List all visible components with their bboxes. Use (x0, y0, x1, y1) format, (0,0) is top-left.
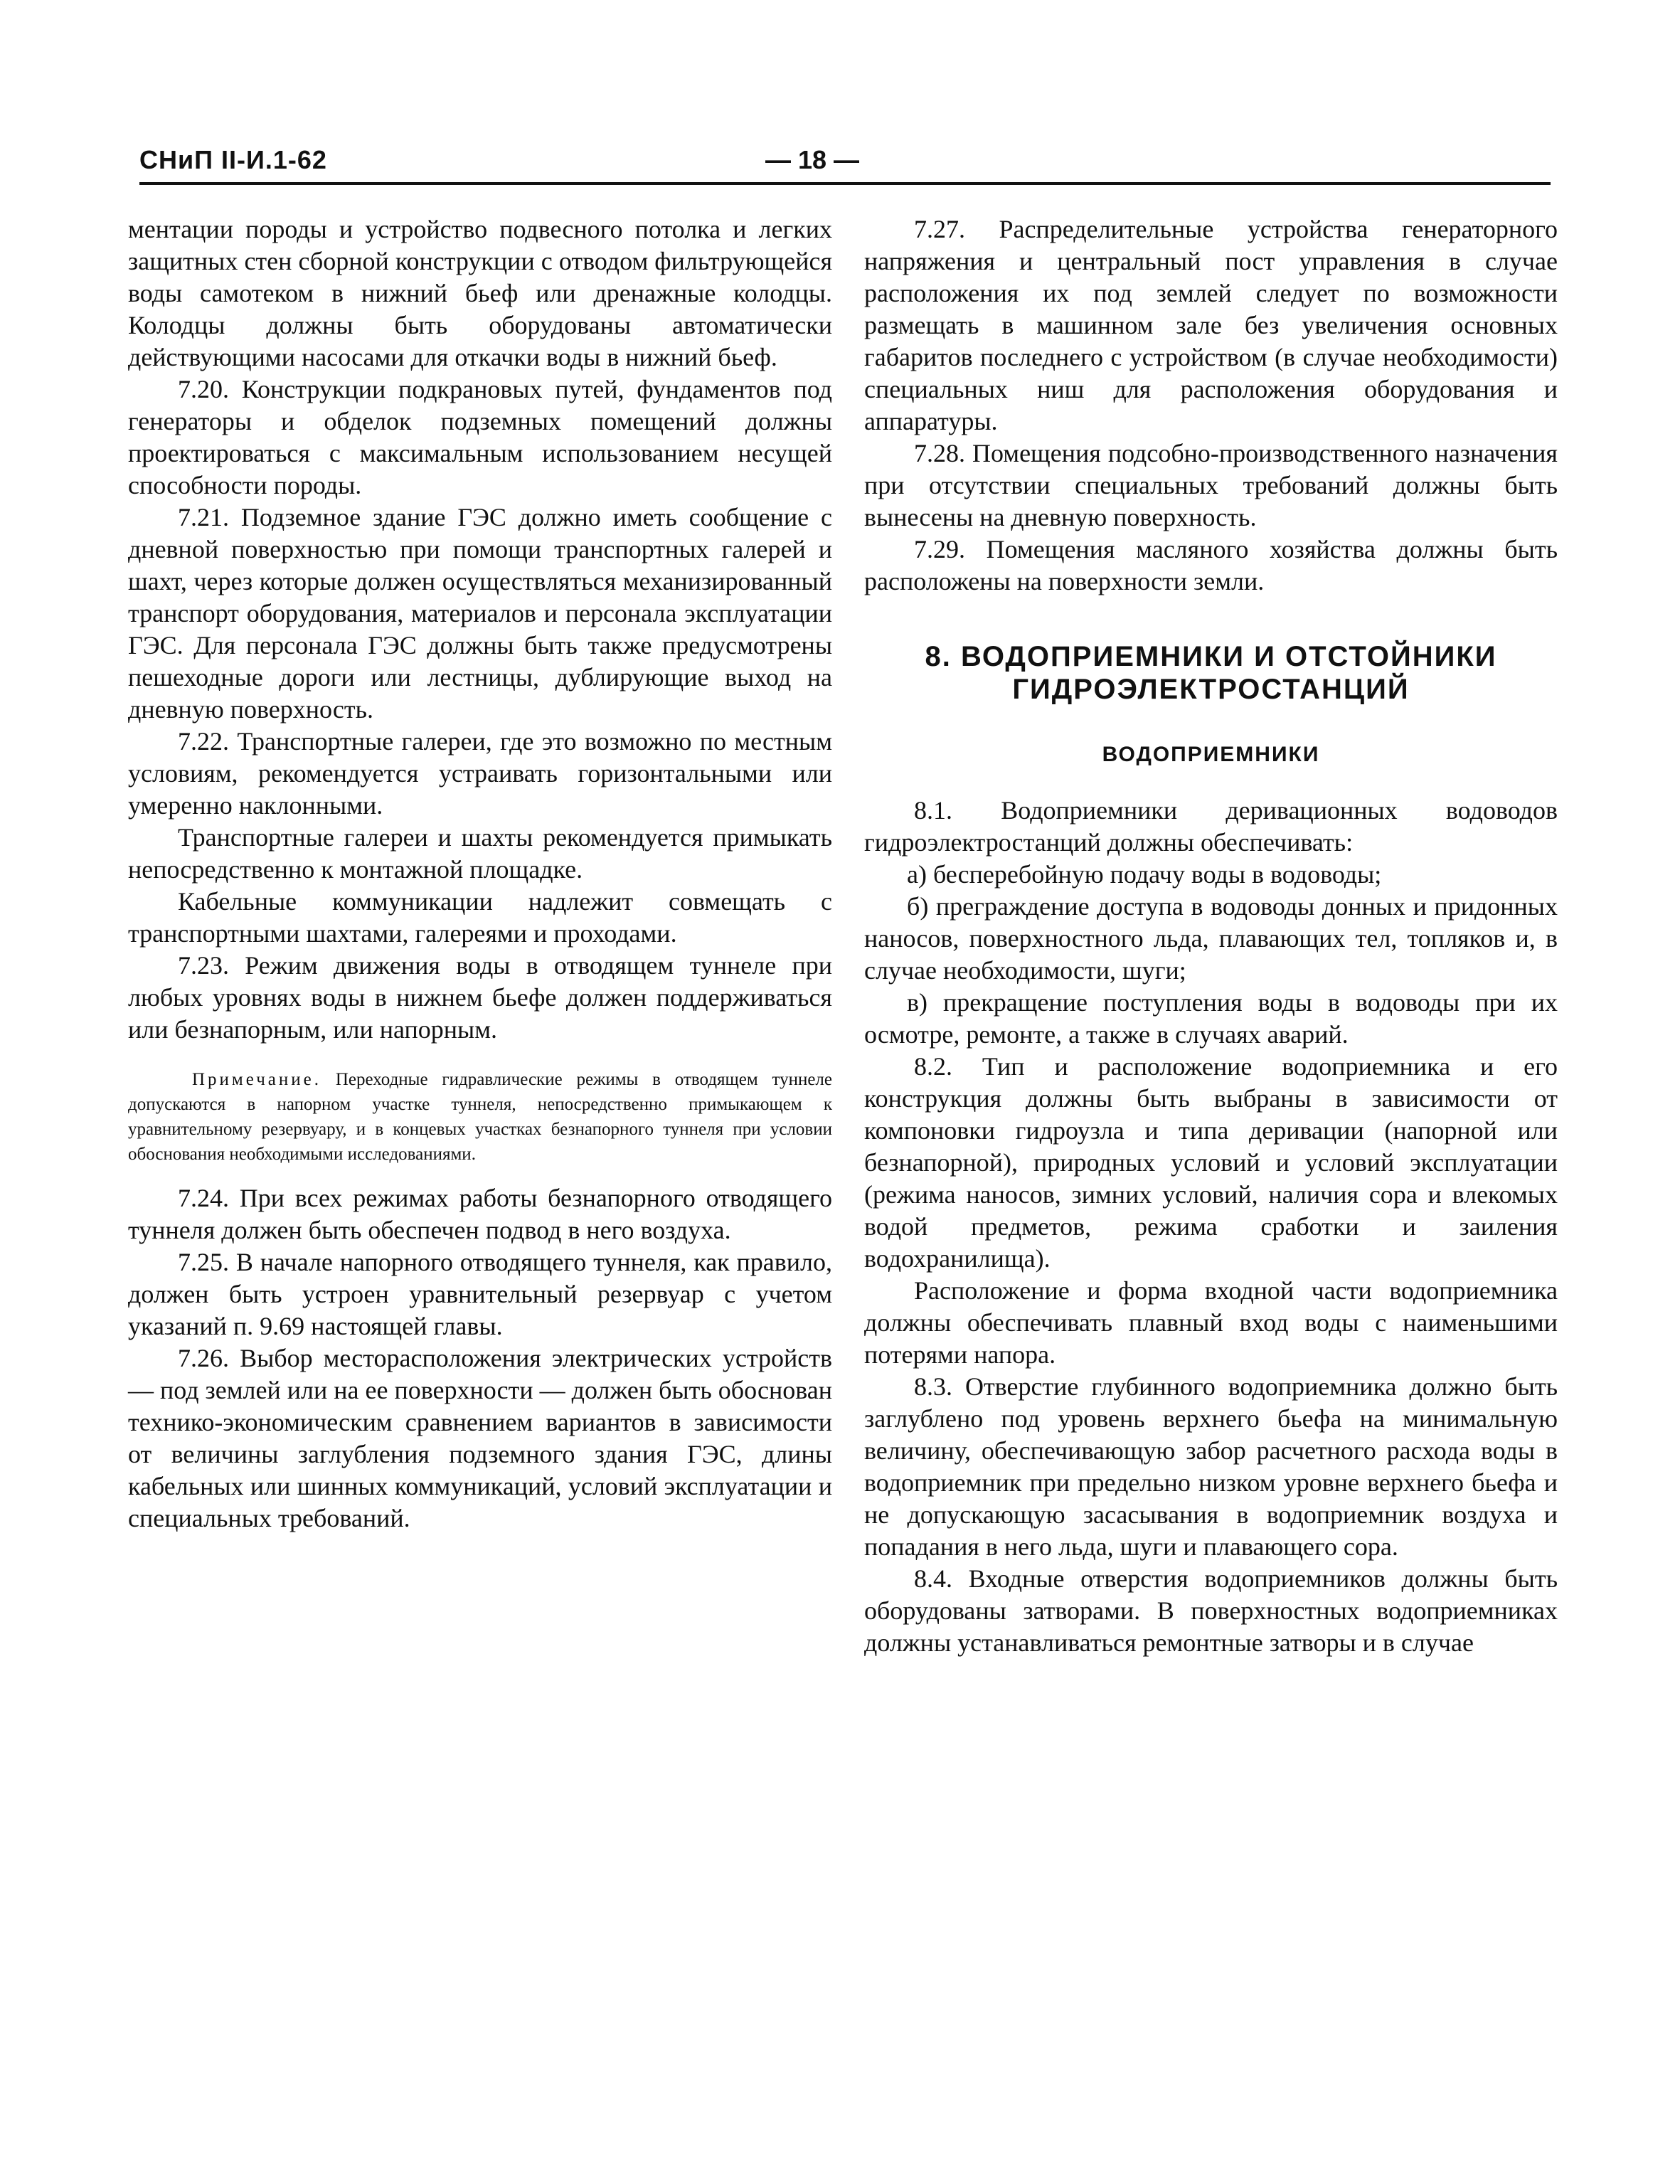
paragraph-7-26: 7.26. Выбор месторасположения электрических устройств — под землей или на ее поверхности — должен быть обоснован технико-экономическим сравнением вариантов в зависимости от величины заглубления подземного здания ГЭС, длины кабельных или шинных коммуникаций, условий эксплуатации и специальных требований. (128, 1344, 832, 1532)
paragraph-7-21: 7.21. Подземное здание ГЭС должно иметь сообщение с дневной поверхностью при помощи транспортных галерей и шахт, через которые должен осуществляться механизированный транспорт оборудования, материалов и персонала эксплуатации ГЭС. Для персонала ГЭС должны быть также предусмотрены пешеходные дороги или лестницы, дублирующие выход на дневную поверхность. (128, 503, 832, 723)
paragraph-7-20: 7.20. Конструкции подкрановых путей, фундаментов под генераторы и обделок подземных помещений должны проектироваться с максимальным использованием несущей способности породы. (128, 375, 832, 499)
list-item-b: б) преграждение доступа в водоводы донных и придонных наносов, поверхностного льда, плавающих тел, топляков и, в случае необходимости, шуги; (864, 892, 1558, 985)
paragraph-8-4: 8.4. Входные отверстия водоприемников должны быть оборудованы затворами. В поверхностных водоприемниках должны устанавливаться ремонтные затворы и в случае (864, 1564, 1558, 1657)
paragraph-intake-shape: Расположение и форма входной части водоприемника должны обеспечивать плавный вход воды с наименьшими потерями напора. (864, 1276, 1558, 1369)
paragraph-8-1: 8.1. Водоприемники деривационных водоводов гидроэлектростанций должны обеспечивать: (864, 796, 1558, 857)
paragraph-cables: Кабельные коммуникации надлежит совмещать с транспортными шахтами, галереями и проходами. (128, 887, 832, 948)
paragraph-7-23: 7.23. Режим движения воды в отводящем туннеле при любых уровнях воды в нижнем бьефе должен поддерживаться или безнапорным, или напорным. (128, 951, 832, 1044)
paragraph-7-25: 7.25. В начале напорного отводящего туннеля, как правило, должен быть устроен уравнительный резервуар с учетом указаний п. 9.69 настоящей главы. (128, 1248, 832, 1340)
paragraph-7-24: 7.24. При всех режимах работы безнапорного отводящего туннеля должен быть обеспечен подвод в него воздуха. (128, 1184, 832, 1244)
note-label: Примечание. (192, 1070, 322, 1089)
list-item-c: в) прекращение поступления воды в водоводы при их осмотре, ремонте, а также в случаях аварий. (864, 988, 1558, 1049)
section-title-line1: 8. ВОДОПРИЕМНИКИ И ОТСТОЙНИКИ (925, 641, 1497, 672)
paragraph-7-28: 7.28. Помещения подсобно-производственного назначения при отсутствии специальных требований должны быть вынесены на дневную поверхность. (864, 439, 1558, 531)
paragraph-7-22: 7.22. Транспортные галереи, где это возможно по местным условиям, рекомендуется устраивать горизонтальными или умеренно наклонными. (128, 727, 832, 820)
note-text: Переходные гидравлические режимы в отводящем туннеле допускаются в напорном участке туннеля, непосредственно примыкающем к уравнительному резервуару, и в концевых участках безнапорного туннеля при условии обоснования необходимыми исследованиями. (128, 1070, 832, 1164)
left-column (128, 213, 832, 1534)
subsection-title: ВОДОПРИЕМНИКИ (1102, 743, 1320, 766)
paragraph-7-27: 7.27. Распределительные устройства генераторного напряжения и центральный пост управления в случае расположения их под землей следует по возможности размещать в машинном зале без увеличения основных габаритов последнего с устройством (в случае необходимости) специальных ниш для расположения оборудования и аппаратуры. (864, 215, 1558, 435)
paragraph-7-29: 7.29. Помещения масляного хозяйства должны быть расположены на поверхности земли. (864, 535, 1558, 595)
note (128, 1067, 832, 1167)
paragraph-8-2: 8.2. Тип и расположение водоприемника и его конструкция должны быть выбраны в зависимости от компоновки гидроузла и типа деривации (напорной или безнапорной), природных условий и условий эксплуатации (режима наносов, зимних условий, наличия сора и влекомых водой предметов, режима сработки и заиления водохранилища). (864, 1052, 1558, 1273)
page-number: — 18 — (765, 145, 860, 174)
list-item-a: а) бесперебойную подачу воды в водоводы; (907, 860, 1382, 889)
paragraph-galleries: Транспортные галереи и шахты рекомендуется примыкать непосредственно к монтажной площадке. (128, 823, 832, 884)
header-rule (139, 182, 1551, 185)
right-column (864, 213, 1558, 1659)
section-title-line2: ГИДРОЭЛЕКТРОСТАНЦИЙ (1012, 674, 1410, 705)
paragraph-continuation: ментации породы и устройство подвесного потолка и легких защитных стен сборной конструкции с отводом фильтрующейся воды самотеком в нижний бьеф или дренажные колодцы. Колодцы должны быть оборудованы автоматически действующими насосами для откачки воды в нижний бьеф. (128, 215, 832, 371)
paragraph-8-3: 8.3. Отверстие глубинного водоприемника должно быть заглублено под уровень верхнего бьефа на минимальную величину, обеспечивающую забор расчетного расхода воды в водоприемник при предельно низком уровне верхнего бьефа и не допускающую засасывания в водоприемник воздуха и попадания в него льда, шуги и плавающего сора. (864, 1372, 1558, 1561)
document-code: СНиП II-И.1-62 (139, 145, 327, 174)
section-title (864, 640, 1558, 706)
